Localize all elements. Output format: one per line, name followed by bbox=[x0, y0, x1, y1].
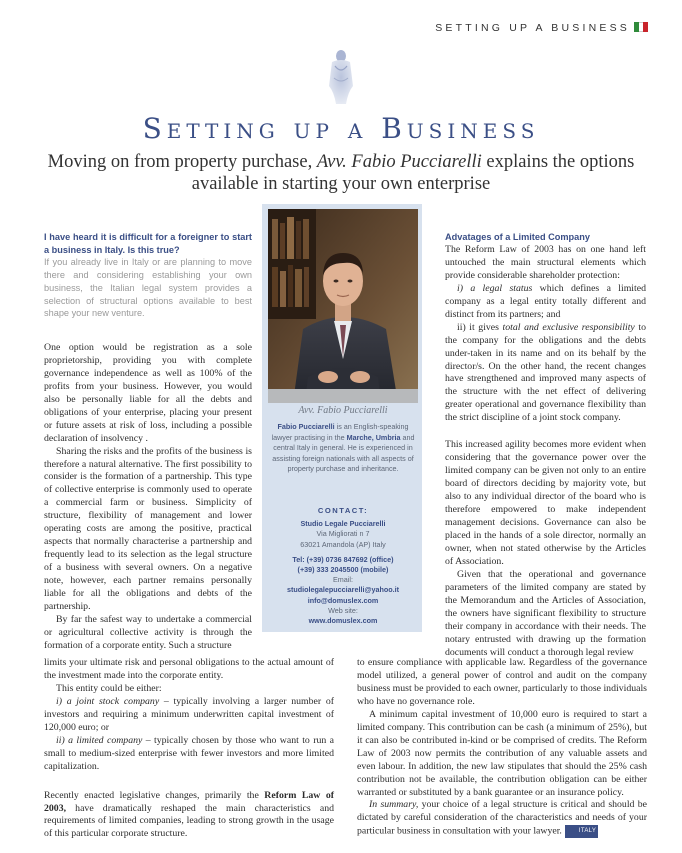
article-subtitle: Moving on from property purchase, Avv. Fabio Pucciarelli explains the options available in starting your own enterprise bbox=[47, 152, 635, 194]
running-header: SETTING UP A BUSINESS bbox=[435, 22, 630, 34]
list-item: ii) it gives total and exclusive responsibility to the company for the obligations and the debts under-taken in its name and on its behalf by the director/s. On the other hand, the recent changes have strengthened and improved many aspects of the structure with the net effect of delivering greater operational and governance flexibility than the strict discipline of a joint stock company. bbox=[445, 321, 646, 424]
contact-block bbox=[270, 506, 416, 626]
statue-figure-icon bbox=[324, 48, 358, 106]
paragraph: This increased agility becomes more evident when considering that the governance power over the limited company can be given not only to an entire board of directors deciding by majority vote, but also to any individual director of the board who is therefore empowered to make independent management decisions. Governance can also be placed in the hands of a sole director, normally an owner, when not stated otherwise by the Articles of Association. bbox=[445, 439, 646, 567]
paragraph: limits your ultimate risk and personal obligations to the actual amount of the investment made into the corporate entity. bbox=[44, 657, 334, 681]
phone-mobile: (+39) 333 2045500 (mobile) bbox=[297, 565, 389, 575]
list-item: ii) a limited company – typically chosen by those who want to run a small to medium-sized enterprise with fewer investors and more limited capitalization. bbox=[44, 734, 335, 772]
list-item: i) a joint stock company – typically involving a larger number of investors and requiring a minimum underwritten capital investment of 120,000 euro; or bbox=[44, 695, 334, 733]
firm-name: Studio Legale Pucciarelli bbox=[300, 519, 386, 529]
phone-office: Tel: (+39) 0736 847692 (office) bbox=[292, 554, 394, 564]
paragraph: By far the safest way to undertake a commercial or agricultural collective activity is through the formation of a corporate entity. Such a structure bbox=[44, 613, 252, 651]
section-heading: Advatages of a Limited Company bbox=[445, 232, 590, 242]
paragraph: to ensure compliance with applicable law. Regardless of the governance model utilized, a general power of control and audit on the company business must be provided to each owner, particularly to those individuals who have no governance role. bbox=[357, 657, 647, 707]
paragraph: In summary, your choice of a legal structure is critical and should be dictated by careful consideration of the characteristics and needs of your particular business in consultation with your lawyer. ITALY bbox=[357, 799, 647, 838]
email-link[interactable]: studiolegalepucciarelli@yahoo.it bbox=[286, 585, 400, 595]
paragraph: One option would be registration as a sole proprietorship, providing you with complete governance independence as well as 100% of the profits from your business. However, you would also be personally liable for all the debts and obligations of your enterprise, placing your present or future assets at risk of loss, including a possible declaration of insolvency . bbox=[44, 341, 252, 444]
paragraph: The Reform Law of 2003 has on one hand left untouched the main structural elements which provide considerable shareholder protection: bbox=[445, 243, 646, 281]
article-title: Setting up a Business bbox=[142, 112, 540, 145]
photo-caption: Avv. Fabio Pucciarelli bbox=[298, 405, 388, 416]
lede-paragraph: If you already live in Italy or are planning to move there and considering establishing your own business, the Italian legal system provides a selection of structural options available to best shape your new venture. bbox=[44, 257, 252, 319]
paragraph: Given that the operational and governance parameters of the limited company are stated by the Memorandum and the Articles of Association, the owners have significant flexibility to structure their company in accordance with their needs. The notary entrusted with drawing up the formation documents will conduct a thorough legal review bbox=[445, 568, 646, 658]
left-wide-block bbox=[44, 657, 334, 841]
list-item: i) a legal status which defines a limited company as a legal entity totally different and distinct from its partners; and bbox=[445, 282, 647, 320]
email-link[interactable]: info@domuslex.com bbox=[307, 595, 379, 605]
end-mark-logo: ITALY bbox=[565, 825, 598, 838]
right-column bbox=[445, 231, 646, 660]
paragraph: Recently enacted legislative changes, primarily the Reform Law of 2003, have dramatically reshaped the main characteristics and requirements of limited companies, leading to strong growth in the usage of this particular corporate structure. bbox=[44, 789, 334, 840]
street-address: Via Migliorati n 7 bbox=[316, 529, 370, 539]
website-label: Web site: bbox=[328, 605, 358, 615]
email-label: Email: bbox=[333, 575, 353, 585]
paragraph: Sharing the risks and the profits of the business is therefore a natural alternative. The first possibility to consider is the formation of a partnership. This type of collective enterprise is commonly used to operate a commercial farm or business. Simplicity of structure, flexibility of management and lower operating costs are among the positive, practical aspects that normally characterise a partnership and frequently lead to its selection as the legal structure of a business with several owners. On a negative note, however, each partner remains personally liable for all the obligations and debts of the partnership. bbox=[44, 445, 252, 612]
left-column bbox=[44, 231, 252, 653]
author-photo bbox=[268, 209, 418, 403]
italian-flag-icon bbox=[634, 22, 648, 32]
question-heading: I have heard it is difficult for a foreigner to start a business in Italy. Is this true? bbox=[44, 232, 252, 255]
author-name: Avv. Fabio Pucciarelli bbox=[316, 152, 482, 172]
website-link[interactable]: www.domuslex.com bbox=[308, 616, 378, 626]
paragraph: This entity could be either: bbox=[56, 682, 162, 694]
author-bio: Fabio Pucciarelli is an English-speaking lawyer practising in the Marche, Umbria and central Italy in general. He is experienced in assisting foreign nationals with all aspects of property purchase and inheritance. bbox=[271, 422, 415, 474]
town-address: 63021 Amandola (AP) Italy bbox=[300, 539, 386, 549]
contact-label: CONTACT: bbox=[317, 506, 369, 515]
right-wide-block bbox=[357, 657, 647, 839]
paragraph: A minimum capital investment of 10,000 euro is required to start a limited company. This contribution can be cash (a minimum of 25%), but it can also be contributed in-kind or be comprised of credits. The Reform Law of 2003 now permits the contribution of any valuable assets and even labour. In addition, the new law stipulates that should the 25% cash contribution not be available, the contribution obligation can be either warranted or substituted by a bank guarantee or an insurance policy. bbox=[357, 708, 647, 798]
